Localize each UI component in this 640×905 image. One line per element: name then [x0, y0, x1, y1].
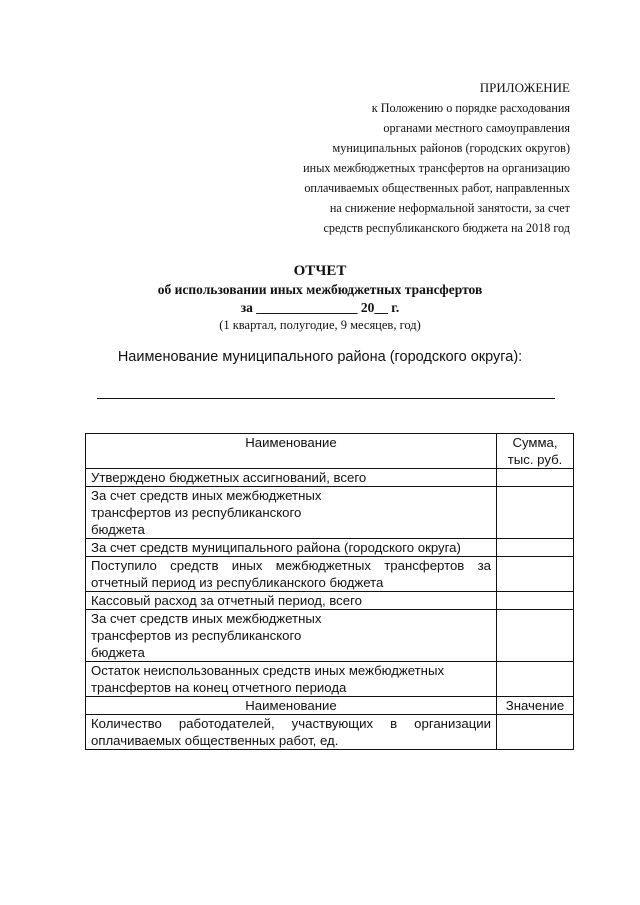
row-value [497, 487, 574, 539]
table-row [86, 610, 574, 662]
header-name-cell: Наименование [86, 434, 497, 469]
report-title: ОТЧЕТ [293, 263, 347, 279]
table-row [86, 592, 574, 610]
row-value [497, 539, 574, 557]
row-label [86, 487, 497, 539]
row-label-text: За счет средств иных межбюджетных трансфертов из республиканского бюджета [91, 488, 322, 537]
row-label: Количество работодателей, участвующих в организации оплачиваемых общественных работ, ед. [86, 715, 497, 750]
appendix-line: к Положению о порядке расходования [371, 101, 570, 115]
table-row [86, 469, 574, 487]
table-header-row [86, 697, 574, 715]
header-sum-cell: Сумма, тыс. руб. [497, 434, 574, 469]
appendix-block [210, 78, 570, 238]
appendix-line: средств республиканского бюджета на 2018 год [323, 221, 570, 235]
row-value [497, 592, 574, 610]
region-label: Наименование муниципального района (городского округа): [117, 349, 523, 365]
report-subtitle: об использовании иных межбюджетных трансфертов [157, 282, 483, 297]
appendix-line: органами местного самоуправления [383, 121, 570, 135]
report-heading [0, 262, 640, 333]
appendix-heading: ПРИЛОЖЕНИЕ [479, 80, 570, 95]
row-label: Поступило средств иных межбюджетных трансфертов за отчетный период из республиканского бюджета [86, 557, 497, 592]
table-row [86, 539, 574, 557]
table-row [86, 715, 574, 750]
report-period-line: за _______________ 20__ г. [240, 300, 400, 315]
region-name-blank [97, 398, 555, 399]
appendix-line: на снижение неформальной занятости, за счет [329, 201, 570, 215]
row-label [86, 610, 497, 662]
table-header-row [86, 434, 574, 469]
row-value [497, 610, 574, 662]
header2-name-cell: Наименование [86, 697, 497, 715]
table-row [86, 487, 574, 539]
header2-value-cell: Значение [497, 697, 574, 715]
report-table [85, 433, 574, 750]
row-value [497, 715, 574, 750]
row-label: За счет средств муниципального района (городского округа) [86, 539, 497, 557]
table-row [86, 557, 574, 592]
row-label-text: За счет средств иных межбюджетных трансфертов из республиканского бюджета [91, 611, 322, 660]
row-value [497, 469, 574, 487]
row-label: Утверждено бюджетных ассигнований, всего [86, 469, 497, 487]
appendix-line: муниципальных районов (городских округов) [332, 141, 570, 155]
appendix-line: иных межбюджетных трансфертов на организацию [303, 161, 570, 175]
row-label: Кассовый расход за отчетный период, всего [86, 592, 497, 610]
report-period-hint: (1 квартал, полугодие, 9 месяцев, год) [219, 318, 421, 332]
row-label: Остаток неиспользованных средств иных межбюджетных трансфертов на конец отчетного периода [86, 662, 497, 697]
appendix-line: оплачиваемых общественных работ, направленных [304, 181, 570, 195]
row-value [497, 662, 574, 697]
table-row [86, 662, 574, 697]
row-value [497, 557, 574, 592]
